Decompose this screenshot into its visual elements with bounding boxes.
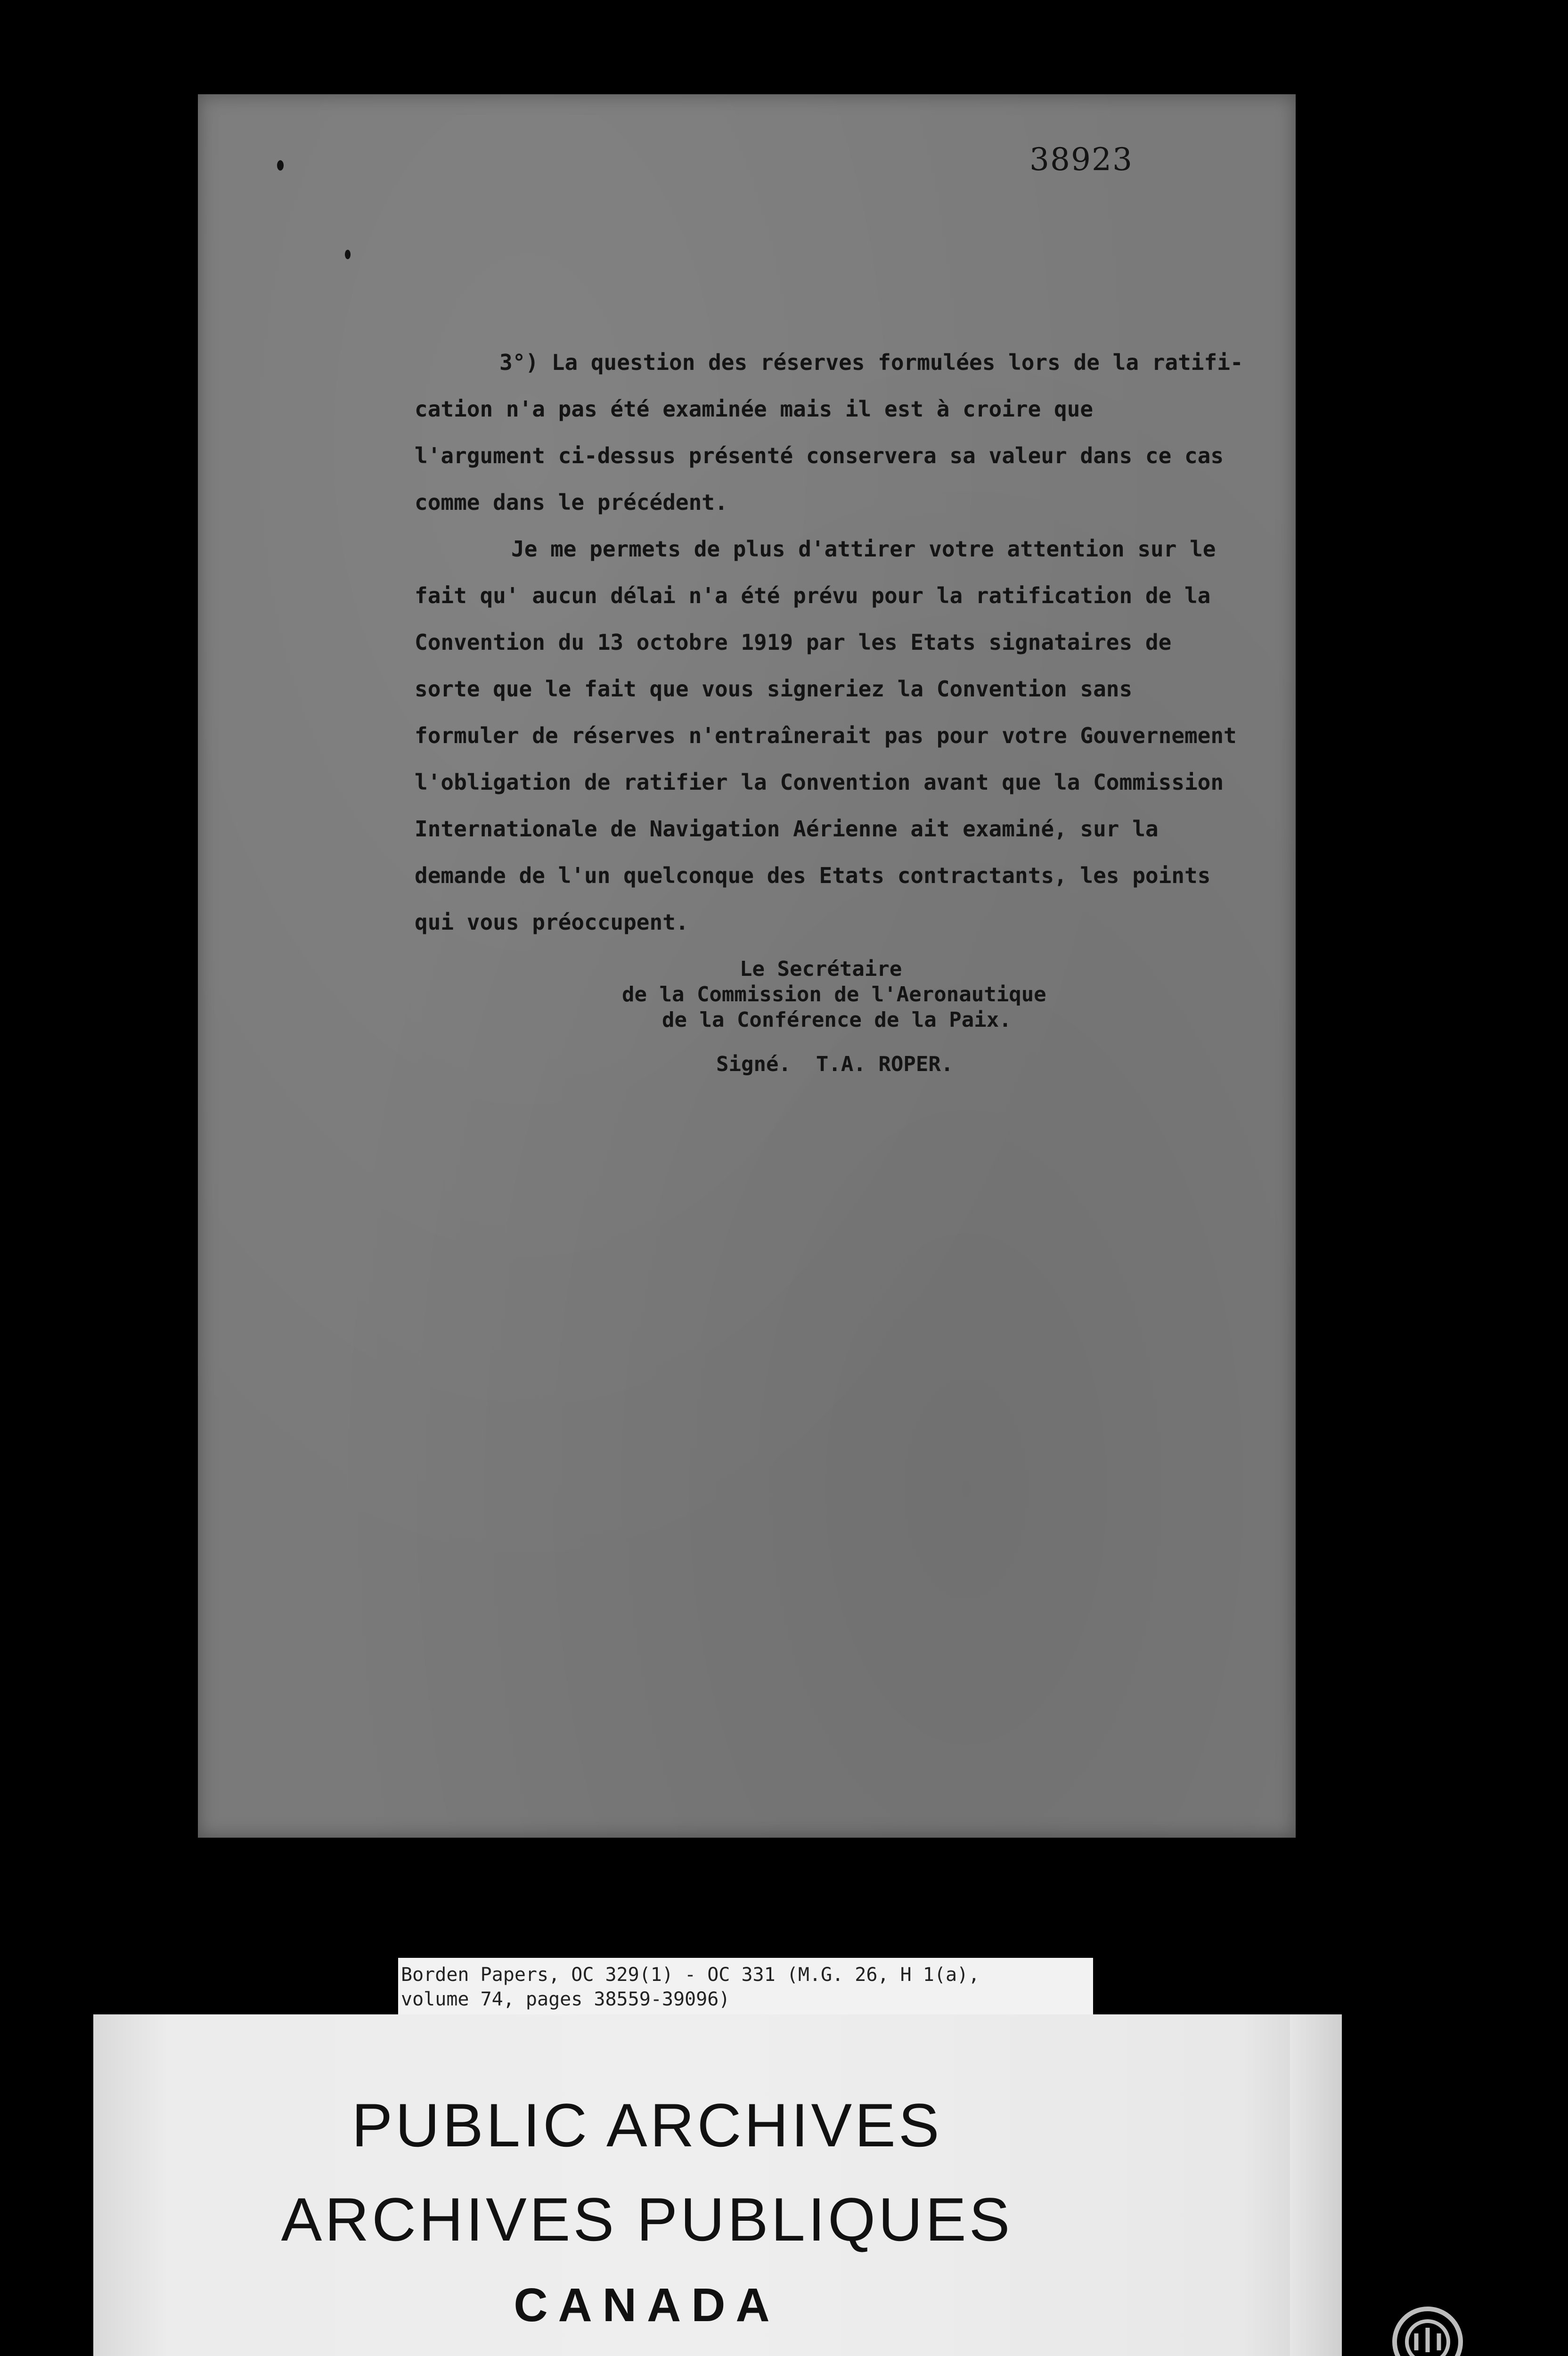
document-page xyxy=(198,94,1296,1838)
archive-card xyxy=(93,2014,1342,2356)
text-line: l'obligation de ratifier la Convention avant que la Commission xyxy=(415,769,1224,795)
text-line: 3°) La question des réserves formulées lors de la ratifi- xyxy=(499,350,1243,375)
reference-line: volume 74, pages 38559-39096) xyxy=(401,1988,730,2010)
reference-line: Borden Papers, OC 329(1) - OC 331 (M.G. 26, H 1(a), xyxy=(401,1964,980,1986)
archives-canada-logo-icon xyxy=(1385,2299,1470,2356)
text-line: l'argument ci-dessus présenté conservera sa valeur dans ce cas xyxy=(415,443,1224,468)
text-line: qui vous préoccupent. xyxy=(415,909,689,935)
text-line: cation n'a pas été examinée mais il est à croire que xyxy=(415,396,1094,422)
signature-organization: de la Commission de l'Aeronautique xyxy=(622,982,1046,1006)
card-edge xyxy=(1290,2014,1342,2356)
archive-title-french: ARCHIVES PUBLIQUES xyxy=(281,2185,1013,2254)
text-line: demande de l'un quelconque des Etats contractants, les points xyxy=(415,863,1211,888)
signature-block xyxy=(622,957,1046,1077)
ink-mark xyxy=(345,250,351,259)
text-line: sorte que le fait que vous signeriez la Convention sans xyxy=(415,676,1133,702)
signature-title: Le Secrétaire xyxy=(740,957,902,981)
text-line: formuler de réserves n'entraînerait pas pour votre Gouvernement xyxy=(415,723,1237,748)
text-line: Convention du 13 octobre 1919 par les Etats signataires de xyxy=(415,630,1172,655)
signature-conference: de la Conférence de la Paix. xyxy=(662,1008,1012,1032)
text-line: Internationale de Navigation Aérienne ait examiné, sur la xyxy=(415,816,1159,842)
signature-name: Signé. T.A. ROPER. xyxy=(716,1052,954,1076)
text-line: comme dans le précédent. xyxy=(415,490,728,515)
archive-title-english: PUBLIC ARCHIVES xyxy=(351,2091,942,2160)
letter-body xyxy=(415,339,1282,946)
archive-country: CANADA xyxy=(514,2279,780,2331)
text-line: fait qu' aucun délai n'a été prévu pour la ratification de la xyxy=(415,583,1211,608)
reference-label xyxy=(398,1958,1093,2017)
ink-mark xyxy=(277,160,284,171)
page-number: 38923 xyxy=(1029,141,1133,178)
text-line: Je me permets de plus d'attirer votre attention sur le xyxy=(511,536,1216,562)
